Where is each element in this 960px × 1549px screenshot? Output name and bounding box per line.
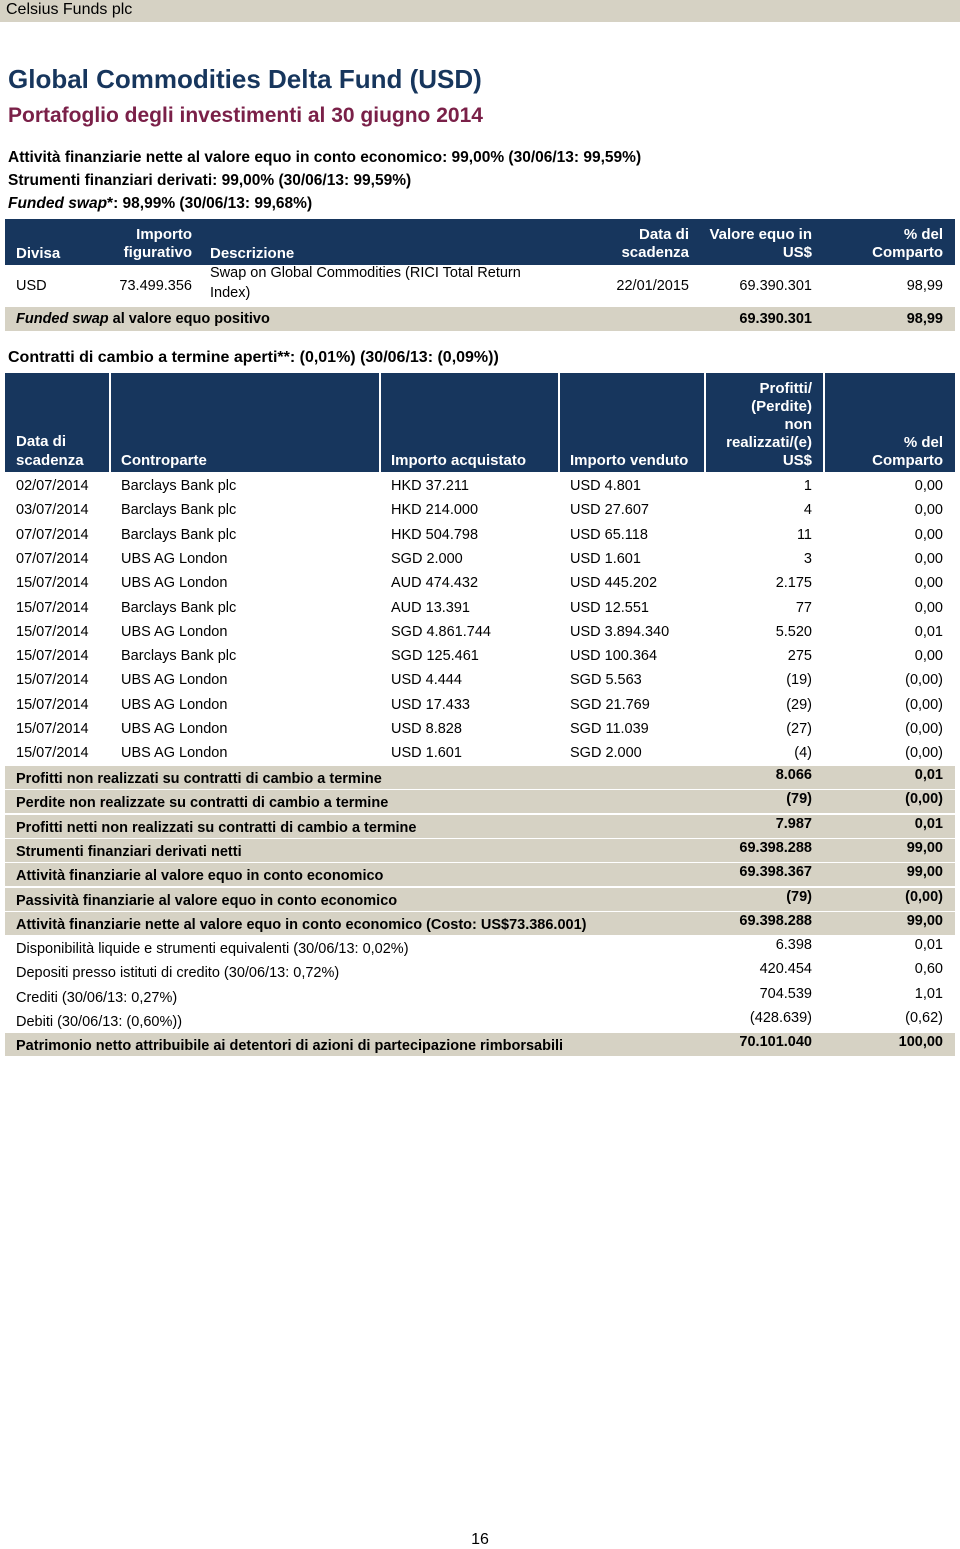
swap-total-row	[5, 307, 955, 331]
cell-venduto: SGD 11.039	[570, 721, 649, 737]
cell-perc: (0,00)	[905, 745, 943, 762]
cell-venduto: SGD 2.000	[570, 745, 642, 762]
cell-venduto: SGD 21.769	[570, 696, 650, 713]
total-row	[5, 912, 955, 935]
col-divisa: Divisa	[16, 245, 61, 262]
cell-controparte: UBS AG London	[121, 672, 228, 689]
row-label: Debiti (30/06/13: (0,60%))	[16, 1014, 183, 1030]
cell-perc: 0,01	[914, 623, 943, 640]
cell-acquistato: SGD 4.861.744	[391, 623, 491, 640]
header-divider	[109, 373, 111, 472]
cell-profit: (4)	[794, 745, 812, 762]
swap-perc: 98,99	[906, 278, 943, 294]
cell-data: 15/07/2014	[16, 721, 89, 737]
cell-venduto: SGD 5.563	[570, 672, 642, 689]
cell-profit: (29)	[786, 696, 812, 713]
col-descrizione: Descrizione	[210, 245, 295, 262]
cell-venduto: USD 3.894.340	[570, 623, 670, 640]
cell-perc: 0,00	[914, 526, 943, 543]
cell-perc: (0,00)	[905, 672, 943, 689]
col-perc-1: % del	[903, 226, 943, 243]
table-row	[5, 717, 955, 741]
cell-data: 07/07/2014	[16, 526, 89, 543]
swap-total-label	[16, 307, 270, 331]
cell-controparte: UBS AG London	[121, 575, 228, 592]
row-label: Attività finanziarie nette al valore equo in conto economico (Costo: US$73.386.001)	[16, 916, 587, 933]
swap-importo: 73.499.356	[119, 278, 192, 294]
row-label: Attività finanziarie al valore equo in conto economico	[16, 868, 384, 885]
row-label: Depositi presso istituti di credito (30/06/13: 0,72%)	[16, 965, 340, 982]
header-divider	[823, 373, 825, 472]
fwd-col-controparte: Controparte	[121, 452, 207, 469]
summary-line-3	[8, 195, 312, 213]
row-label: Perdite non realizzate su contratti di cambio a termine	[16, 795, 389, 812]
col-data-2: scadenza	[621, 244, 689, 261]
swap-valore: 69.390.301	[739, 278, 812, 294]
cell-acquistato: USD 17.433	[391, 696, 470, 713]
row-label: Strumenti finanziari derivati netti	[16, 843, 242, 860]
cell-profit: 4	[803, 502, 812, 519]
cell-data: 15/07/2014	[16, 575, 89, 592]
forward-table-header	[5, 373, 955, 472]
net-assets-row	[5, 1033, 955, 1056]
row-perc: 0,01	[914, 937, 943, 954]
cell-acquistato: AUD 474.432	[391, 575, 479, 592]
cell-controparte: UBS AG London	[121, 696, 228, 713]
table-row	[5, 523, 955, 547]
cell-perc: 0,00	[914, 599, 943, 616]
fwd-col-data-1: Data di	[16, 433, 67, 450]
col-importo-2: figurativo	[123, 244, 192, 261]
row-label: Passività finanziarie al valore equo in conto economico	[16, 892, 398, 909]
row-perc: 0,01	[914, 767, 943, 783]
row-label: Profitti netti non realizzati su contratti di cambio a termine	[16, 819, 417, 836]
cell-venduto: USD 65.118	[570, 526, 648, 543]
fwd-col-venduto: Importo venduto	[570, 452, 689, 469]
col-data-1: Data di	[638, 226, 689, 243]
row-perc: (0,62)	[905, 1010, 943, 1026]
table-row	[5, 571, 955, 595]
row-perc: 99,00	[906, 839, 943, 856]
cell-venduto: USD 27.607	[570, 502, 649, 519]
cell-perc: 0,00	[914, 502, 943, 519]
total-row	[5, 815, 955, 838]
cell-perc: (0,00)	[905, 721, 943, 737]
row-value: 8.066	[775, 767, 812, 783]
table-row	[5, 668, 955, 692]
cell-data: 15/07/2014	[16, 623, 89, 640]
row-perc: (0,00)	[905, 888, 943, 905]
cell-venduto: USD 4.801	[570, 478, 641, 494]
summary-line-3-italic: Funded swap	[8, 195, 108, 212]
cell-data: 15/07/2014	[16, 648, 89, 665]
summary-line-1: Attività finanziarie nette al valore equo in conto economico: 99,00% (30/06/13: 99,59%)	[8, 149, 642, 166]
cell-perc: 0,00	[914, 575, 943, 592]
forward-section-title: Contratti di cambio a termine aperti**: (0,01%) (30/06/13: (0,09%))	[8, 349, 499, 366]
table-row	[5, 547, 955, 571]
row-label: Profitti non realizzati su contratti di cambio a termine	[16, 771, 382, 787]
cell-profit: 5.520	[775, 623, 812, 640]
cell-controparte: UBS AG London	[121, 745, 228, 762]
row-perc: 0,60	[914, 961, 943, 978]
total-row	[5, 888, 955, 911]
cell-perc: 0,00	[914, 648, 943, 665]
cell-acquistato: USD 8.828	[391, 721, 462, 737]
cell-profit: 2.175	[775, 575, 812, 592]
row-perc: 99,00	[906, 864, 943, 881]
cell-data: 07/07/2014	[16, 550, 89, 567]
cell-acquistato: HKD 214.000	[391, 502, 479, 519]
cell-profit: 3	[803, 550, 812, 567]
row-value: 7.987	[775, 815, 812, 832]
cell-profit: 11	[796, 526, 812, 543]
swap-descrizione-1: Swap on Global Commodities (RICI Total Return	[210, 265, 521, 281]
col-importo-1: Importo	[136, 226, 192, 243]
fwd-col-perc-1: % del	[903, 434, 943, 451]
cell-acquistato: USD 4.444	[391, 672, 462, 689]
fwd-col-profit-1: Profitti/	[759, 380, 812, 397]
summary-line-2: Strumenti finanziari derivati: 99,00% (30/06/13: 99,59%)	[8, 172, 412, 189]
company-name: Celsius Funds plc	[6, 1, 133, 18]
swap-total-valore: 69.390.301	[739, 311, 812, 327]
row-label: Patrimonio netto attribuibile ai detentori di azioni di partecipazione rimborsabili	[16, 1038, 564, 1055]
total-row	[5, 766, 955, 789]
table-row	[5, 620, 955, 644]
cell-controparte: Barclays Bank plc	[121, 526, 237, 543]
table-row	[5, 498, 955, 522]
col-valore-2: US$	[782, 244, 812, 261]
cell-venduto: USD 1.601	[570, 550, 641, 567]
row-value: (428.639)	[749, 1010, 812, 1026]
fwd-col-profit-2: (Perdite)	[751, 398, 812, 415]
cell-perc: 0,00	[914, 550, 943, 567]
row-perc: 1,01	[914, 985, 943, 1002]
cell-acquistato: SGD 125.461	[391, 648, 479, 665]
other-row	[5, 960, 955, 983]
row-label: Crediti (30/06/13: 0,27%)	[16, 989, 178, 1006]
cell-data: 15/07/2014	[16, 599, 89, 616]
header-divider	[558, 373, 560, 472]
cell-profit: (27)	[786, 721, 812, 737]
swap-total-perc: 98,99	[906, 311, 943, 327]
other-row	[5, 1009, 955, 1032]
row-value: 69.398.288	[739, 839, 812, 856]
row-value: 70.101.040	[739, 1034, 812, 1051]
row-value: 6.398	[775, 937, 812, 954]
cell-venduto: USD 445.202	[570, 575, 658, 592]
row-value: 704.539	[759, 985, 812, 1002]
cell-venduto: USD 12.551	[570, 599, 649, 616]
swap-total-label-rest: al valore equo positivo	[108, 311, 270, 327]
row-value: 69.398.288	[739, 912, 812, 929]
other-row	[5, 936, 955, 959]
swap-descrizione-2: Index)	[210, 285, 251, 301]
cell-profit: 275	[787, 648, 812, 665]
cell-data: 15/07/2014	[16, 696, 89, 713]
row-value: (79)	[786, 888, 812, 905]
fwd-col-perc-2: Comparto	[872, 452, 943, 469]
cell-acquistato: USD 1.601	[391, 745, 462, 762]
cell-acquistato: AUD 13.391	[391, 599, 470, 616]
swap-total-label-italic: Funded swap	[16, 311, 109, 327]
page-number: 16	[471, 1531, 489, 1548]
cell-controparte: Barclays Bank plc	[121, 478, 237, 494]
total-row	[5, 790, 955, 813]
cell-profit: (19)	[786, 672, 812, 689]
page-subtitle: Portafoglio degli investimenti al 30 giugno 2014	[8, 104, 483, 127]
row-perc: 99,00	[906, 912, 943, 929]
table-row	[5, 693, 955, 717]
row-perc: (0,00)	[905, 791, 943, 808]
cell-venduto: USD 100.364	[570, 648, 658, 665]
swap-row	[5, 267, 955, 305]
cell-controparte: Barclays Bank plc	[121, 502, 237, 519]
other-row	[5, 985, 955, 1008]
table-row	[5, 644, 955, 668]
cell-acquistato: HKD 504.798	[391, 526, 479, 543]
col-valore-1: Valore equo in	[709, 226, 812, 243]
cell-controparte: Barclays Bank plc	[121, 599, 237, 616]
swap-table-header	[5, 219, 955, 265]
cell-controparte: Barclays Bank plc	[121, 648, 237, 665]
fwd-col-profit-5: US$	[782, 452, 812, 469]
row-value: 69.398.367	[739, 864, 812, 881]
fwd-col-profit-3: non	[784, 416, 812, 433]
page-title: Global Commodities Delta Fund (USD)	[8, 64, 482, 94]
cell-data: 15/07/2014	[16, 745, 89, 762]
fwd-col-profit-4: realizzati/(e)	[726, 434, 812, 451]
cell-perc: 0,00	[914, 478, 943, 494]
company-header-bar	[0, 0, 960, 22]
table-row	[5, 474, 955, 498]
cell-controparte: UBS AG London	[121, 623, 228, 640]
cell-acquistato: SGD 2.000	[391, 550, 463, 567]
summary-line-3-rest: *: 98,99% (30/06/13: 99,68%)	[107, 195, 313, 212]
cell-data: 02/07/2014	[16, 478, 89, 494]
row-value: (79)	[786, 791, 812, 808]
cell-controparte: UBS AG London	[121, 721, 228, 737]
table-row	[5, 596, 955, 620]
cell-data: 03/07/2014	[16, 502, 89, 519]
header-divider	[379, 373, 381, 472]
cell-profit: 1	[803, 478, 812, 494]
total-row	[5, 863, 955, 886]
swap-divisa: USD	[16, 278, 47, 294]
swap-data: 22/01/2015	[616, 278, 689, 294]
cell-profit: 77	[795, 599, 812, 616]
total-row	[5, 839, 955, 862]
cell-data: 15/07/2014	[16, 672, 89, 689]
row-label: Disponibilità liquide e strumenti equivalenti (30/06/13: 0,02%)	[16, 941, 409, 958]
col-perc-2: Comparto	[872, 244, 943, 261]
row-perc: 100,00	[898, 1034, 943, 1051]
cell-acquistato: HKD 37.211	[391, 478, 469, 494]
fwd-col-acquistato: Importo acquistato	[391, 452, 527, 469]
fwd-col-data-2: scadenza	[16, 452, 84, 469]
cell-perc: (0,00)	[905, 696, 943, 713]
cell-controparte: UBS AG London	[121, 550, 228, 567]
row-value: 420.454	[759, 961, 812, 978]
row-perc: 0,01	[914, 815, 943, 832]
table-row	[5, 741, 955, 765]
